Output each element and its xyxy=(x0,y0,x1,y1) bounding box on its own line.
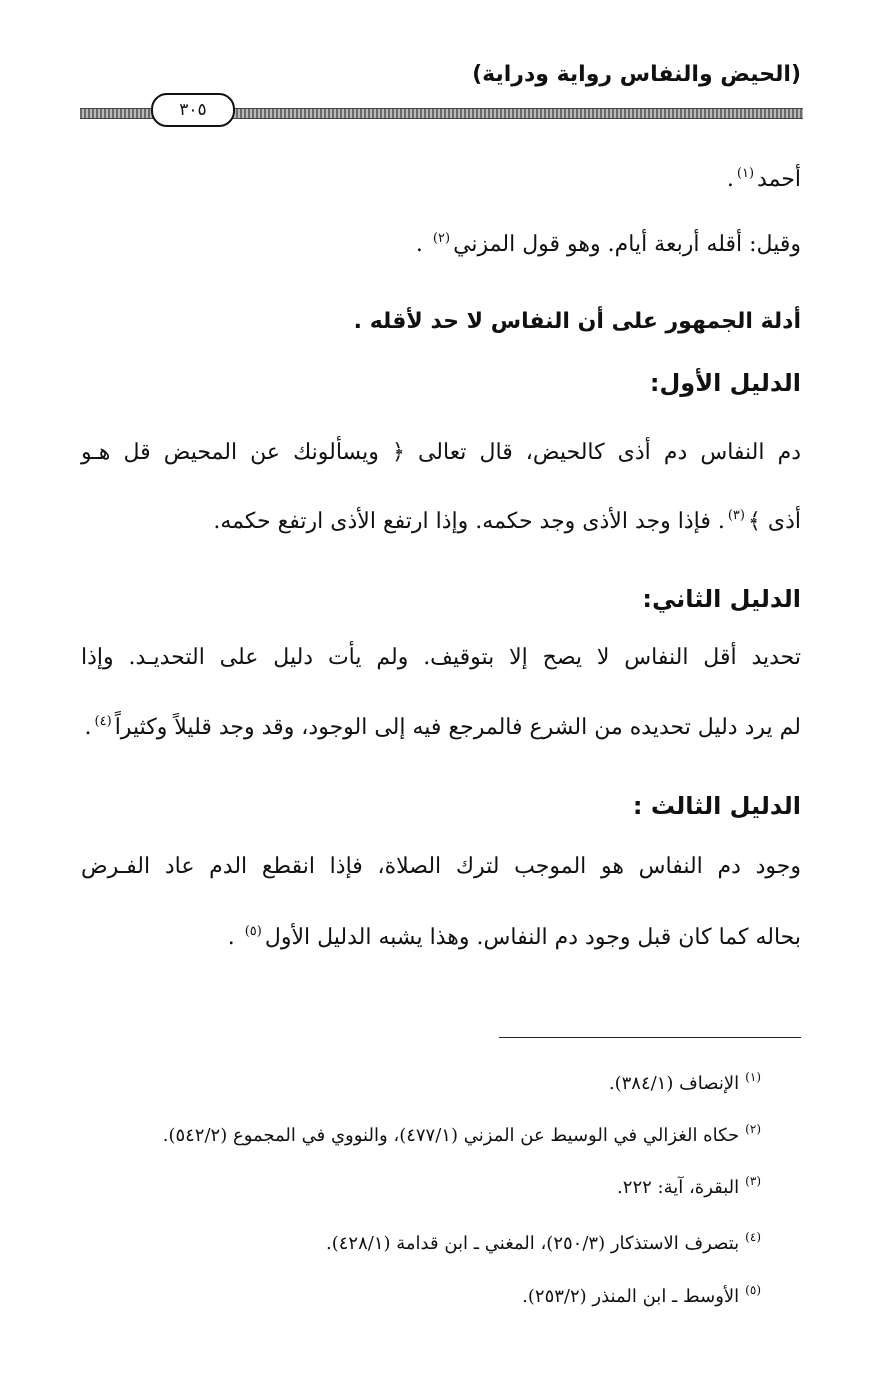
line-text: . فإذا وجد الأذى وجد حكمه. وإذا ارتفع الأذى ارتفع حكمه. xyxy=(213,509,725,534)
section-heading: الدليل الأول: xyxy=(649,369,801,397)
footnote-ref: (٣) xyxy=(727,508,745,523)
footnote-text: حكاه الغزالي في الوسيط عن المزني (٤٧٧/١)، والنووي في المجموع (٥٤٢/٢). xyxy=(162,1125,740,1146)
running-title: (الحيض والنفاس رواية ودراية) xyxy=(472,62,801,87)
footnote-number: (٢) xyxy=(745,1122,761,1136)
line-end: . xyxy=(227,925,242,950)
body-line xyxy=(81,157,801,197)
footnote-text: بتصرف الاستذكار (٢٥٠/٣)، المغني ـ ابن قدامة (٤٢٨/١). xyxy=(326,1233,740,1254)
body-line xyxy=(81,705,801,745)
line-text: أذى ﴾ xyxy=(747,509,801,534)
body-line xyxy=(81,915,801,955)
footnote-number: (٣) xyxy=(745,1174,761,1188)
footnote xyxy=(71,1115,761,1150)
line-end: . xyxy=(415,232,430,257)
footnote-text: الأوسط ـ ابن المنذر (٢٥٣/٢). xyxy=(522,1286,740,1307)
body-line xyxy=(81,499,801,539)
footnote-ref: (٢) xyxy=(432,231,451,246)
line-text: بحاله كما كان قبل وجود دم النفاس. وهذا يشبه الدليل الأول xyxy=(264,925,801,950)
line-text: أحمد xyxy=(757,167,801,192)
body-line: دم النفاس دم أذى كالحيض، قال تعالى ﴿ ويسألونك عن المحيض قل هـو xyxy=(81,440,801,465)
body-line: وجود دم النفاس هو الموجب لترك الصلاة، فإذا انقطع الدم عاد الفـرض xyxy=(81,854,801,879)
main-heading: أدلة الجمهور على أن النفاس لا حد لأقله . xyxy=(353,309,801,334)
footnote-text: البقرة، آية: ٢٢٢. xyxy=(617,1177,740,1198)
line-end: . xyxy=(726,167,734,192)
footnote-ref: (٥) xyxy=(244,924,262,939)
line-end: . xyxy=(84,715,92,740)
footnote xyxy=(71,1063,761,1098)
body-line: تحديد أقل النفاس لا يصح إلا بتوقيف. ولم يأت دليل على التحديـد. وإذا xyxy=(81,645,801,670)
footnote-separator xyxy=(499,1037,801,1038)
footnote-number: (١) xyxy=(745,1070,761,1084)
footnote-number: (٥) xyxy=(745,1283,761,1297)
footnote xyxy=(71,1167,761,1202)
footnote-ref: (١) xyxy=(736,166,755,181)
line-text: وقيل: أقله أربعة أيام. وهو قول المزني xyxy=(453,232,801,257)
footnote xyxy=(71,1276,761,1311)
line-text: لم يرد دليل تحديده من الشرع فالمرجع فيه إلى الوجود، وقد وجد قليلاً وكثيراً xyxy=(114,715,801,740)
body-line xyxy=(81,222,801,262)
footnote xyxy=(71,1223,761,1258)
footnote-text: الإنصاف (٣٨٤/١). xyxy=(608,1073,740,1094)
footnote-ref: (٤) xyxy=(94,714,112,729)
page-number: ٣٠٥ xyxy=(151,93,235,127)
section-heading: الدليل الثالث : xyxy=(632,792,801,820)
footnote-number: (٤) xyxy=(745,1230,761,1244)
section-heading: الدليل الثاني: xyxy=(642,585,801,613)
